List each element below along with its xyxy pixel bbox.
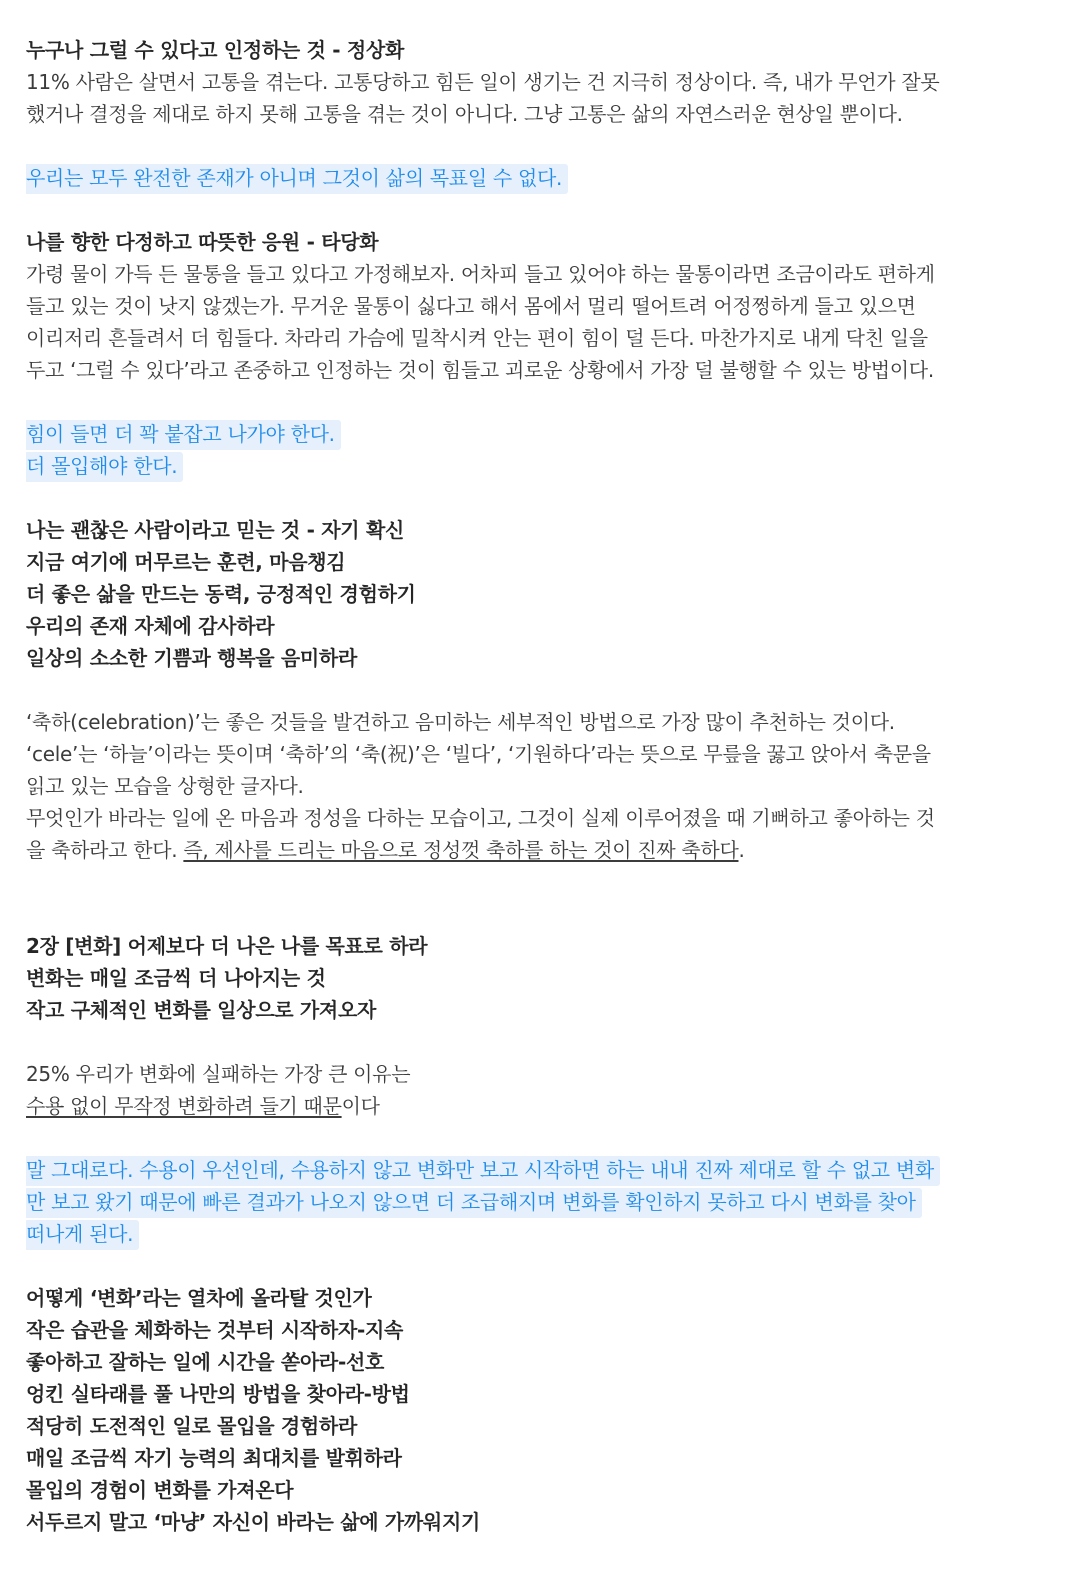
plain-text: 이다 bbox=[341, 1094, 380, 1118]
highlighted-text[interactable]: 힘이 들면 더 꽉 붙잡고 나가야 한다. bbox=[26, 420, 341, 450]
highlighted-text[interactable]: 우리는 모두 완전한 존재가 아니며 그것이 삶의 목표일 수 없다. bbox=[26, 164, 568, 194]
underlined-text: 즉, 제사를 드리는 마음으로 정성껏 축하를 하는 것이 진짜 축하다 bbox=[183, 838, 739, 862]
blank-line bbox=[26, 130, 1061, 162]
bold-line: 일상의 소소한 기쁨과 행복을 음미하라 bbox=[26, 646, 357, 670]
paragraph-line bbox=[26, 1090, 1061, 1122]
bold-line: 좋아하고 잘하는 일에 시간을 쏟아라-선호 bbox=[26, 1350, 384, 1374]
bold-line: 우리의 존재 자체에 감사하라 bbox=[26, 614, 275, 638]
blank-line bbox=[26, 866, 1061, 898]
bold-line: 나는 괜찮은 사람이라고 믿는 것 - 자기 확신 bbox=[26, 518, 404, 542]
paragraph-line: ‘축하(celebration)’는 좋은 것들을 발견하고 음미하는 세부적인 방법으로 가장 많이 추천하는 것이다. bbox=[26, 710, 895, 734]
blank-line bbox=[26, 1250, 1061, 1282]
highlighted-text[interactable]: 만 보고 왔기 때문에 빠른 결과가 나오지 않으면 더 조급해지며 변화를 확인하지 못하고 다시 변화를 찾아 bbox=[26, 1188, 922, 1218]
bold-line: 엉킨 실타래를 풀 나만의 방법을 찾아라-방법 bbox=[26, 1382, 410, 1406]
bold-line: 몰입의 경험이 변화를 가져온다 bbox=[26, 1478, 294, 1502]
paragraph-line: 읽고 있는 모습을 상형한 글자다. bbox=[26, 774, 304, 798]
blank-line bbox=[26, 1122, 1061, 1154]
blank-line bbox=[26, 898, 1061, 930]
bold-line: 서두르지 말고 ‘마냥’ 자신이 바라는 삶에 가까워지기 bbox=[26, 1510, 480, 1534]
paragraph-line: 가령 물이 가득 든 물통을 들고 있다고 가정해보자. 어차피 들고 있어야 하는 물통이라면 조금이라도 편하게 bbox=[26, 262, 935, 286]
highlight-line bbox=[26, 450, 1061, 482]
blank-line bbox=[26, 386, 1061, 418]
highlighted-text[interactable]: 더 몰입해야 한다. bbox=[26, 452, 183, 482]
plain-text: . bbox=[738, 838, 745, 862]
paragraph-line: 했거나 결정을 제대로 하지 못해 고통을 겪는 것이 아니다. 그냥 고통은 삶의 자연스러운 현상일 뿐이다. bbox=[26, 102, 903, 126]
highlight-line bbox=[26, 1186, 1061, 1218]
blank-line bbox=[26, 674, 1061, 706]
bold-line: 어떻게 ‘변화’라는 열차에 올라탈 것인가 bbox=[26, 1286, 372, 1310]
highlight-line bbox=[26, 418, 1061, 450]
bold-line: 변화는 매일 조금씩 더 나아지는 것 bbox=[26, 966, 326, 990]
paragraph-line bbox=[26, 834, 1061, 866]
blank-line bbox=[26, 194, 1061, 226]
section-heading: 나를 향한 다정하고 따뜻한 응원 - 타당화 bbox=[26, 230, 379, 254]
paragraph-line: 무엇인가 바라는 일에 온 마음과 정성을 다하는 모습이고, 그것이 실제 이루어졌을 때 기뻐하고 좋아하는 것 bbox=[26, 806, 935, 830]
paragraph-line: 이리저리 흔들려서 더 힘들다. 차라리 가슴에 밀착시켜 안는 편이 힘이 덜 든다. 마찬가지로 내게 닥친 일을 bbox=[26, 326, 928, 350]
highlighted-text[interactable]: 떠나게 된다. bbox=[26, 1220, 139, 1250]
plain-text: 을 축하라고 한다. bbox=[26, 838, 184, 862]
bold-line: 작은 습관을 체화하는 것부터 시작하자-지속 bbox=[26, 1318, 404, 1342]
paragraph-line: ‘cele’는 ‘하늘’이라는 뜻이며 ‘축하’의 ‘축(祝)’은 ‘빌다’, ‘기원하다’라는 뜻으로 무릎을 꿇고 앉아서 축문을 bbox=[26, 742, 931, 766]
bold-line: 더 좋은 삶을 만드는 동력, 긍정적인 경험하기 bbox=[26, 582, 416, 606]
paragraph-line: 11% 사람은 살면서 고통을 겪는다. 고통당하고 힘든 일이 생기는 건 지극히 정상이다. 즉, 내가 무언가 잘못 bbox=[26, 70, 940, 94]
section-heading: 누구나 그럴 수 있다고 인정하는 것 - 정상화 bbox=[26, 38, 404, 62]
highlight-line bbox=[26, 162, 1061, 194]
bold-line: 적당히 도전적인 일로 몰입을 경험하라 bbox=[26, 1414, 357, 1438]
bold-line: 지금 여기에 머무르는 훈련, 마음챙김 bbox=[26, 550, 346, 574]
highlighted-text[interactable]: 말 그대로다. 수용이 우선인데, 수용하지 않고 변화만 보고 시작하면 하는 내내 진짜 제대로 할 수 없고 변화 bbox=[26, 1156, 940, 1186]
highlight-line bbox=[26, 1154, 1061, 1186]
blank-line bbox=[26, 1026, 1061, 1058]
blank-line bbox=[26, 482, 1061, 514]
bold-line: 2장 [변화] 어제보다 더 나은 나를 목표로 하라 bbox=[26, 934, 428, 958]
paragraph-line: 25% 우리가 변화에 실패하는 가장 큰 이유는 bbox=[26, 1062, 411, 1086]
underlined-text: 수용 없이 무작정 변화하려 들기 때문 bbox=[26, 1094, 342, 1118]
paragraph-line: 들고 있는 것이 낫지 않겠는가. 무거운 물통이 싫다고 해서 몸에서 멀리 떨어트려 어정쩡하게 들고 있으면 bbox=[26, 294, 916, 318]
bold-line: 작고 구체적인 변화를 일상으로 가져오자 bbox=[26, 998, 376, 1022]
highlight-line bbox=[26, 1218, 1061, 1250]
paragraph-line: 두고 ‘그럴 수 있다’라고 존중하고 인정하는 것이 힘들고 괴로운 상황에서 가장 덜 불행할 수 있는 방법이다. bbox=[26, 358, 934, 382]
bold-line: 매일 조금씩 자기 능력의 최대치를 발휘하라 bbox=[26, 1446, 402, 1470]
